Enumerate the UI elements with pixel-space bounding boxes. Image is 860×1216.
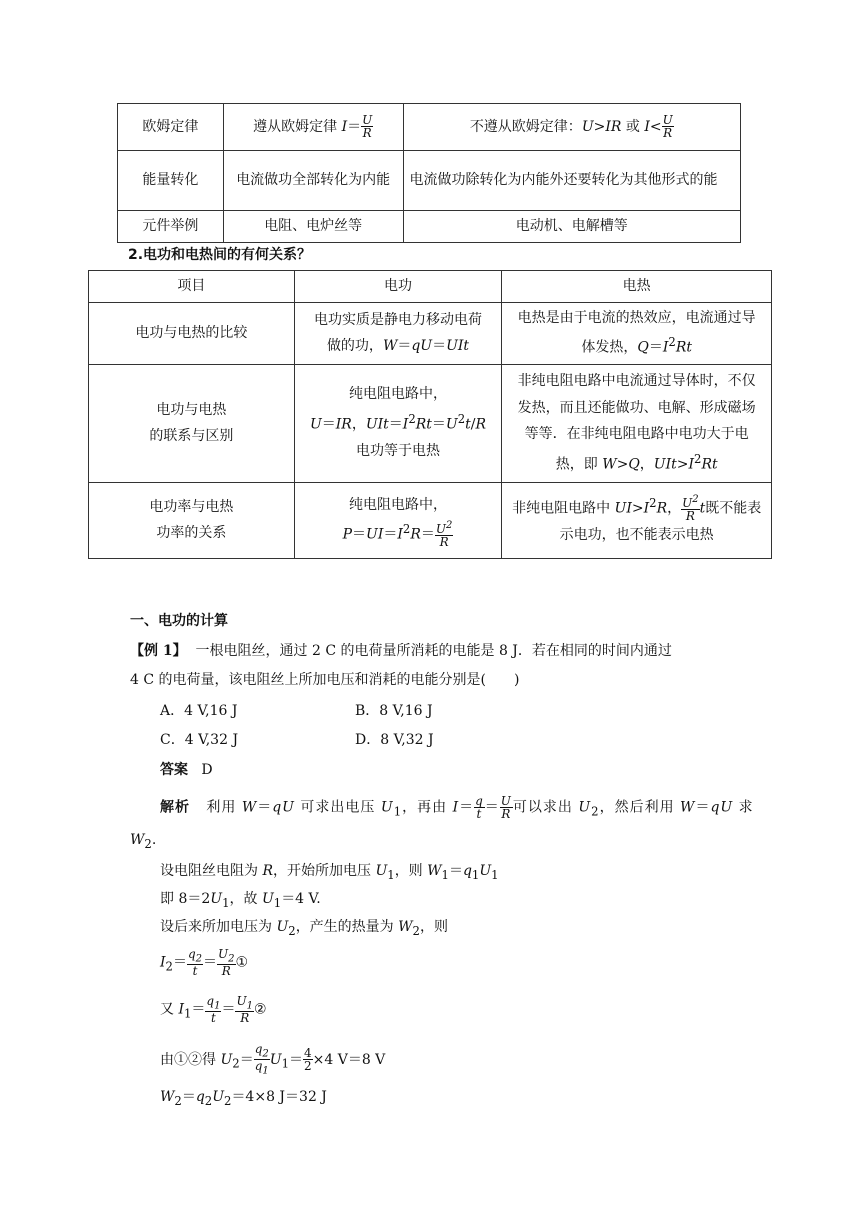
row-label: 能量转化 <box>118 151 224 211</box>
table-cell: 电动机、电解槽等 <box>403 211 740 243</box>
analysis-text: 求 <box>738 799 754 816</box>
equation-marker: ① <box>235 954 249 971</box>
header-item: 项目 <box>89 271 295 303</box>
analysis-text: 利用 <box>206 799 237 816</box>
step-line: 设后来所加电压为 $U_2$，产生的热量为 $W_2$，则 <box>160 919 448 938</box>
table-cell: 电流做功全部转化为内能 <box>223 151 403 211</box>
table-cell: 纯电阻电路中， U＝IR，$UIt=I^2Rt=U^2t/R$ 电功等于电热 <box>294 364 502 482</box>
option-b: B．8 V,16 J <box>355 703 433 719</box>
table-header-row <box>89 271 772 303</box>
cell-text: 遵从欧姆定律 <box>253 118 342 135</box>
step-text: ，则 <box>419 919 448 935</box>
example-question-line1 <box>130 640 672 660</box>
step-text: 即 8＝2 <box>160 891 211 907</box>
analysis-line1: 解析 利用 W＝qU 可求出电压 $U_1$，再由 I＝ $\frac{q}{t}$ ＝ $\frac{U}{R}$ 可以求出 $U_2$，然后利用 W＝qU 求 <box>160 794 754 821</box>
step-text: 由①②得 <box>160 1051 221 1068</box>
analysis-text: 可以求出 <box>512 799 573 816</box>
step-text: ＝4 V. <box>281 891 321 907</box>
section-title: 一、电功的计算 <box>130 613 228 629</box>
cell-text: 电功实质是静电力移动电荷 <box>314 311 482 328</box>
step-text: ，开始所加电压 <box>273 863 376 879</box>
equation-3: 由①②得 $U_2=$ $\frac{q_2}{q_1}$ $U_1=$ $\frac{4}{2}$ ×4 V＝8 V <box>160 1042 386 1077</box>
cell-text: 不遵从欧姆定律： <box>469 118 582 135</box>
row-label: 元件举例 <box>118 211 224 243</box>
cell-text: 热，即 <box>555 456 603 473</box>
cell-text: 电功率与电热 <box>149 498 234 515</box>
row-label <box>89 482 295 558</box>
table-row <box>118 151 741 211</box>
table-cell: 电阻、电炉丝等 <box>223 211 403 243</box>
cell-text: 电功与电热 <box>156 401 227 418</box>
analysis-line2: $W_2$. <box>130 832 157 851</box>
cell-text: 或 <box>621 118 645 135</box>
header-work: 电功 <box>294 271 502 303</box>
table-row <box>89 364 772 482</box>
analysis-text: ，然后利用 <box>599 799 675 816</box>
cell-text: 电功等于电热 <box>356 443 440 460</box>
analysis-label: 解析 <box>160 799 190 816</box>
table-row <box>89 482 772 558</box>
comparison-table-top <box>117 103 741 243</box>
electric-work-heat-table <box>88 270 772 559</box>
row-label <box>89 364 295 482</box>
answer-label: 答案 <box>160 762 188 778</box>
example-question-line2: 4 C 的电荷量，该电阻丝上所加电压和消耗的电能分别是( ) <box>130 672 520 688</box>
cell-text: 纯电阻电路中， <box>349 496 447 513</box>
table-cell: 纯电阻电路中， $P=UI=I^2R=$ $\frac{U^2}{R}$ <box>294 482 502 558</box>
answer-value: D <box>201 762 213 778</box>
step-text: ，故 <box>229 891 262 907</box>
step-text: ，则 <box>394 863 428 879</box>
cell-text: 体发热， <box>581 339 638 356</box>
step-text: ×4 V＝8 V <box>312 1051 386 1068</box>
equation-2: 又 $I_1=$ $\frac{q_1}{t}$ ＝ $\frac{U_1}{R}$ ② <box>160 994 267 1026</box>
equation-1: $I_2=$ $\frac{q_2}{t}$ ＝ $\frac{U_2}{R}$ ① <box>160 947 249 979</box>
table-cell: 非纯电阻电路中 $UI>I^2R$， $\frac{U^2}{R}$ t既不能表 示电功，也不能表示电热 <box>502 482 772 558</box>
cell-text: 等等．在非纯电阻电路中电功大于电 <box>524 426 749 443</box>
step-text: 又 <box>160 1001 179 1018</box>
step-text: ，产生的热量为 <box>295 919 399 935</box>
option-a: A．4 V,16 J <box>160 703 238 719</box>
ohm-law-cell: 遵从欧姆定律 I＝ $\frac{U}{R}$ <box>223 104 403 151</box>
example-label: 【例 1】 <box>130 643 187 659</box>
table-cell: 电热是由于电流的热效应，电流通过导 体发热，$Q=I^2Rt$ <box>502 302 772 364</box>
cell-text: 功率的关系 <box>156 525 227 542</box>
header-heat: 电热 <box>502 271 772 303</box>
analysis-text: 可求出电压 <box>300 799 376 816</box>
question-text: 一根电阻丝，通过 2 C 的电荷量所消耗的电能是 8 J．若在相同的时间内通过 <box>195 643 672 659</box>
cell-text: 非纯电阻电路中电流通过导体时，不仅 <box>517 373 756 390</box>
cell-text: 发热，而且还能做功、电解、形成磁场 <box>517 399 756 416</box>
table-cell: 非纯电阻电路中电流通过导体时，不仅 发热，而且还能做功、电解、形成磁场 等等．在非纯电阻电路中电功大于电 热，即 W>Q，$UIt>I^2Rt$ <box>502 364 772 482</box>
equation-marker: ② <box>253 1001 267 1018</box>
step-line: 即 $8=2U_1$，故 $U_1=4$ V. <box>160 891 321 910</box>
answer-line <box>160 759 213 779</box>
cell-text: 非纯电阻电路中 <box>512 500 615 517</box>
cell-text: 纯电阻电路中， <box>349 386 447 403</box>
step-text: ＝4×8 J＝32 J <box>231 1089 327 1105</box>
table-cell: 电功实质是静电力移动电荷 做的功，W＝qU＝UIt <box>294 302 502 364</box>
table-row <box>118 104 741 151</box>
step-text: 设后来所加电压为 <box>160 919 277 935</box>
step-line: 设电阻丝电阻为 R，开始所加电压 $U_1$，则 $W_1=q_1U_1$ <box>160 863 499 882</box>
cell-text: 的联系与区别 <box>149 428 234 445</box>
cell-text: 做的功， <box>326 338 383 355</box>
cell-text: 既不能表 <box>705 500 762 517</box>
table-cell: 电流做功除转化为内能外还要转化为其他形式的能 <box>403 151 740 211</box>
row-label: 电功与电热的比较 <box>89 302 295 364</box>
non-ohm-law-cell: 不遵从欧姆定律：U>IR 或 I< $\frac{U}{R}$ <box>403 104 740 151</box>
analysis-text: ，再由 <box>402 799 448 816</box>
table-row <box>89 302 772 364</box>
cell-text: 电热是由于电流的热效应，电流通过导 <box>517 309 756 326</box>
option-c: C．4 V,32 J <box>160 732 239 748</box>
cell-text: 示电功，也不能表示电热 <box>559 526 714 543</box>
row-label: 欧姆定律 <box>118 104 224 151</box>
table-row <box>118 211 741 243</box>
option-d: D．8 V,32 J <box>355 732 434 748</box>
step-text: 设电阻丝电阻为 <box>160 863 263 879</box>
equation-4: $W_2=q_2U_2=4\times 8$ J＝32 J <box>160 1089 327 1108</box>
section-heading: 2.电功和电热间的有何关系？ <box>128 247 312 263</box>
